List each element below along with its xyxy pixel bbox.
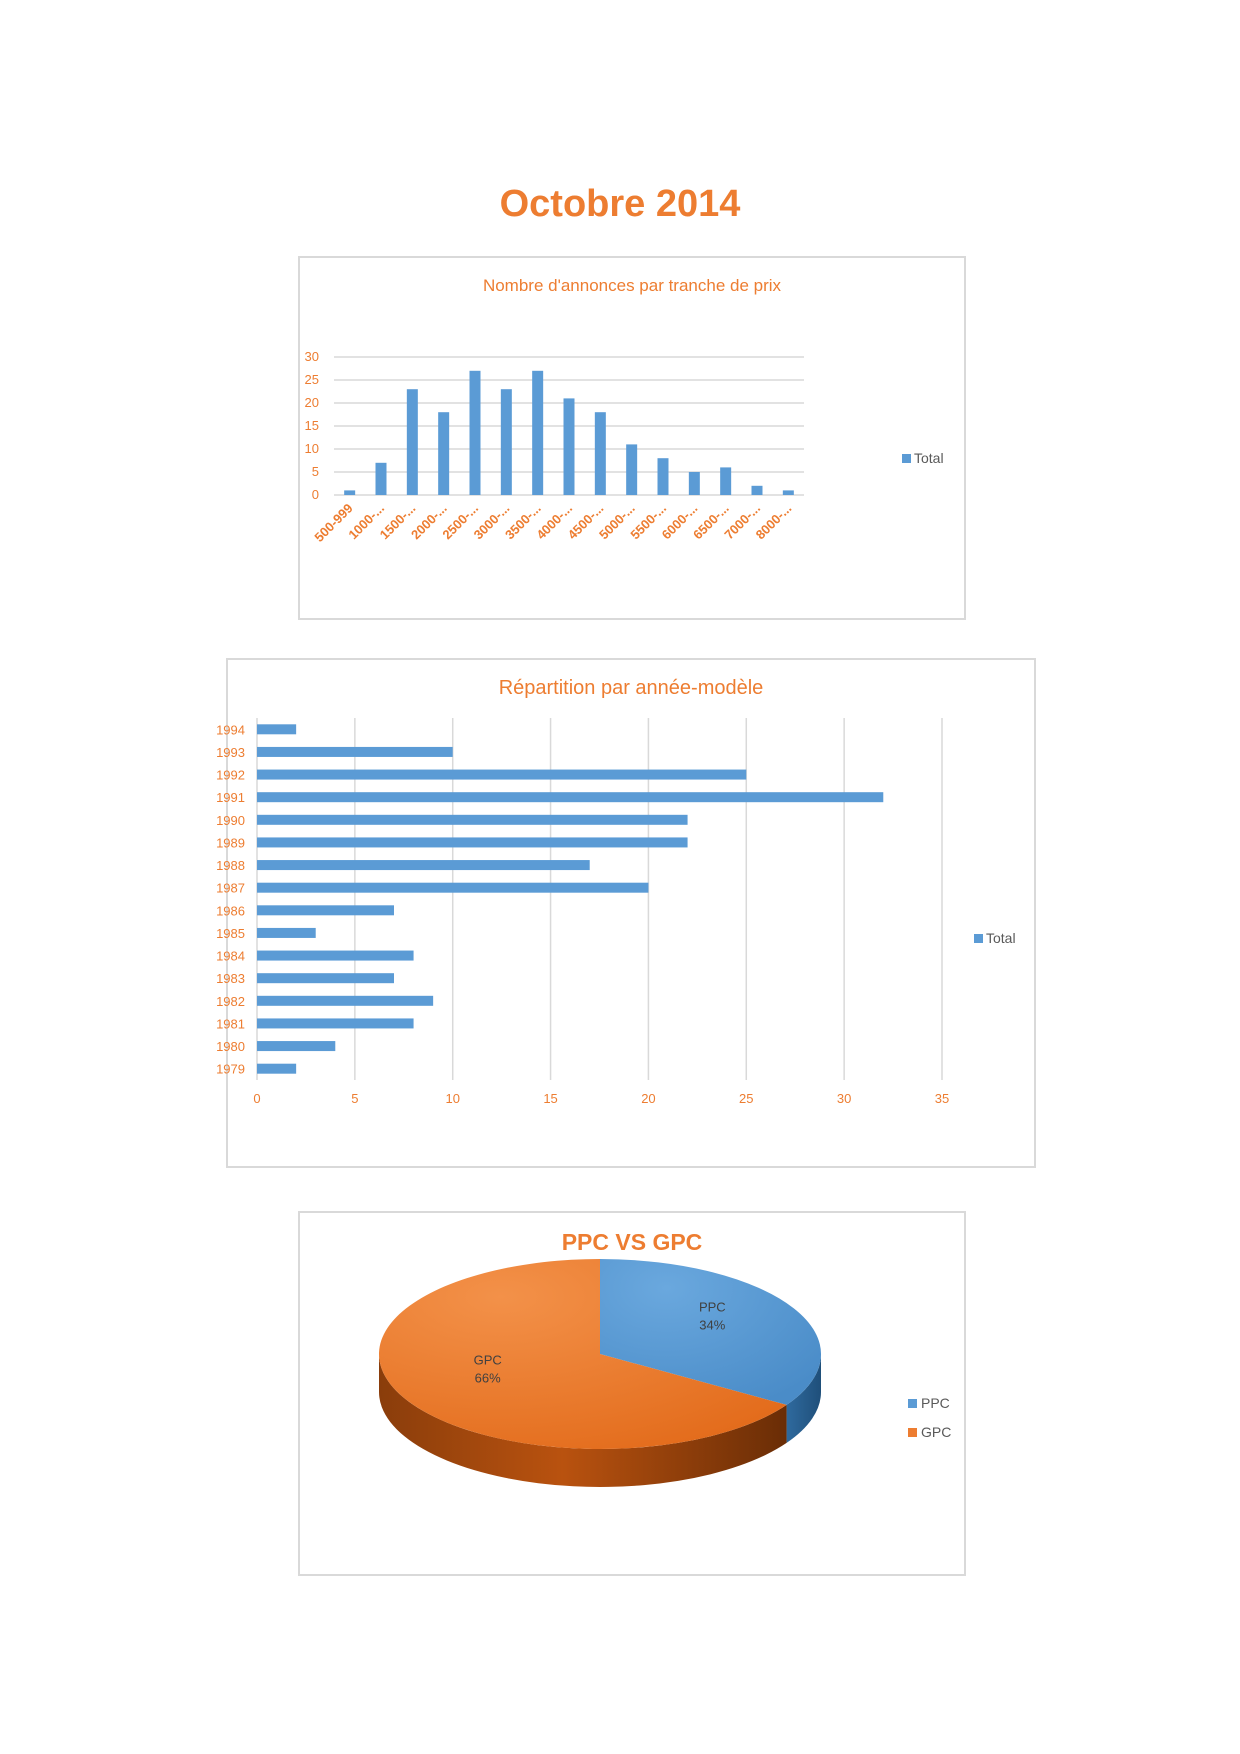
model-year-chart xyxy=(216,658,1036,1168)
slice-percent: 66% xyxy=(474,1370,501,1386)
ppc-gpc-chart xyxy=(298,1211,966,1576)
y-tick-label: 1979 xyxy=(216,1061,245,1077)
x-tick-label: 2500-... xyxy=(439,500,482,543)
chart-title: Répartition par année-modèle xyxy=(498,677,764,699)
x-tick-label: 8000-... xyxy=(752,500,795,543)
bar xyxy=(257,860,590,870)
y-tick-label: 1986 xyxy=(216,903,245,919)
x-tick-label: 10 xyxy=(445,1091,460,1106)
x-tick-label: 500-999 xyxy=(311,500,356,545)
y-tick-label: 1984 xyxy=(216,948,245,964)
slice-percent: 34% xyxy=(699,1317,726,1333)
x-tick-label: 35 xyxy=(934,1091,950,1106)
x-tick-label: 30 xyxy=(836,1091,852,1106)
bar xyxy=(257,1041,335,1051)
y-tick-label: 30 xyxy=(304,349,319,364)
y-tick-label: 10 xyxy=(304,441,319,456)
x-tick-label: 4500-... xyxy=(564,500,607,543)
x-tick-label: 6000-... xyxy=(658,500,701,543)
x-tick-label: 5500-... xyxy=(627,500,670,543)
y-tick-label: 1980 xyxy=(216,1039,245,1055)
price-range-chart xyxy=(298,256,966,620)
bar xyxy=(257,928,316,938)
y-tick-label: 1985 xyxy=(216,925,245,941)
y-tick-label: 1994 xyxy=(216,722,245,738)
x-tick-label: 0 xyxy=(253,1091,261,1106)
ppc-gpc-chart-svg xyxy=(300,1213,964,1574)
bar xyxy=(257,1018,414,1028)
legend-label: GPC xyxy=(921,1424,952,1440)
bar xyxy=(470,371,481,495)
bar xyxy=(257,792,883,802)
x-tick-label: 1000-... xyxy=(345,500,388,543)
x-tick-label: 6500-... xyxy=(690,500,732,543)
bar xyxy=(257,747,453,757)
y-tick-label: 1981 xyxy=(216,1016,245,1032)
bar xyxy=(564,398,575,495)
x-tick-label: 3000-... xyxy=(470,500,513,543)
bar xyxy=(438,412,449,495)
bar xyxy=(752,486,763,495)
y-tick-label: 0 xyxy=(311,487,319,502)
bar xyxy=(257,996,433,1006)
y-tick-label: 1988 xyxy=(216,858,245,874)
slice-label: GPC xyxy=(473,1352,502,1368)
bar xyxy=(376,463,387,495)
legend-swatch xyxy=(974,934,983,943)
model-year-chart-svg xyxy=(216,660,1034,1166)
bar xyxy=(407,389,418,495)
bar xyxy=(626,444,637,495)
y-tick-label: 1982 xyxy=(216,993,245,1009)
bar xyxy=(257,1064,296,1074)
x-tick-label: 2000-... xyxy=(408,500,450,543)
bar xyxy=(658,458,669,495)
bar xyxy=(257,724,296,734)
x-tick-label: 20 xyxy=(641,1091,656,1106)
x-tick-label: 7000-... xyxy=(721,500,764,543)
page-title: Octobre 2014 xyxy=(499,183,741,225)
price-range-chart-svg xyxy=(300,258,964,618)
bar xyxy=(689,472,700,495)
bar xyxy=(783,490,794,495)
bar xyxy=(257,973,394,983)
legend-label: Total xyxy=(914,450,944,466)
x-tick-label: 4000-... xyxy=(533,500,576,543)
x-tick-label: 5 xyxy=(351,1091,359,1106)
bar xyxy=(532,371,543,495)
x-tick-label: 15 xyxy=(543,1091,558,1106)
y-tick-label: 1993 xyxy=(216,744,245,760)
y-tick-label: 1983 xyxy=(216,971,245,987)
legend-swatch xyxy=(902,454,911,463)
y-tick-label: 25 xyxy=(304,372,319,387)
y-tick-label: 15 xyxy=(304,418,319,433)
chart-title: PPC VS GPC xyxy=(561,1229,703,1255)
x-tick-label: 25 xyxy=(739,1091,754,1106)
y-tick-label: 20 xyxy=(304,395,319,410)
bar xyxy=(257,905,394,915)
bar xyxy=(257,770,746,780)
slice-label: PPC xyxy=(698,1299,726,1315)
y-tick-label: 1991 xyxy=(216,790,245,806)
bar xyxy=(501,389,512,495)
legend-swatch xyxy=(908,1399,917,1408)
x-tick-label: 3500-... xyxy=(502,500,544,543)
chart-title: Nombre d'annonces par tranche de prix xyxy=(482,276,782,295)
y-tick-label: 1989 xyxy=(216,835,245,851)
bar xyxy=(257,815,688,825)
x-tick-label: 1500-... xyxy=(376,500,419,543)
y-tick-label: 1990 xyxy=(216,812,245,828)
x-tick-label: 5000-... xyxy=(596,500,638,543)
bar xyxy=(257,837,688,847)
legend-label: PPC xyxy=(921,1395,950,1411)
y-tick-label: 1987 xyxy=(216,880,245,896)
bar xyxy=(257,883,648,893)
bar xyxy=(720,467,731,495)
y-tick-label: 1992 xyxy=(216,767,245,783)
legend-swatch xyxy=(908,1428,917,1437)
bar xyxy=(344,490,355,495)
y-tick-label: 5 xyxy=(311,464,319,479)
bar xyxy=(595,412,606,495)
bar xyxy=(257,951,414,961)
legend-label: Total xyxy=(986,930,1016,946)
